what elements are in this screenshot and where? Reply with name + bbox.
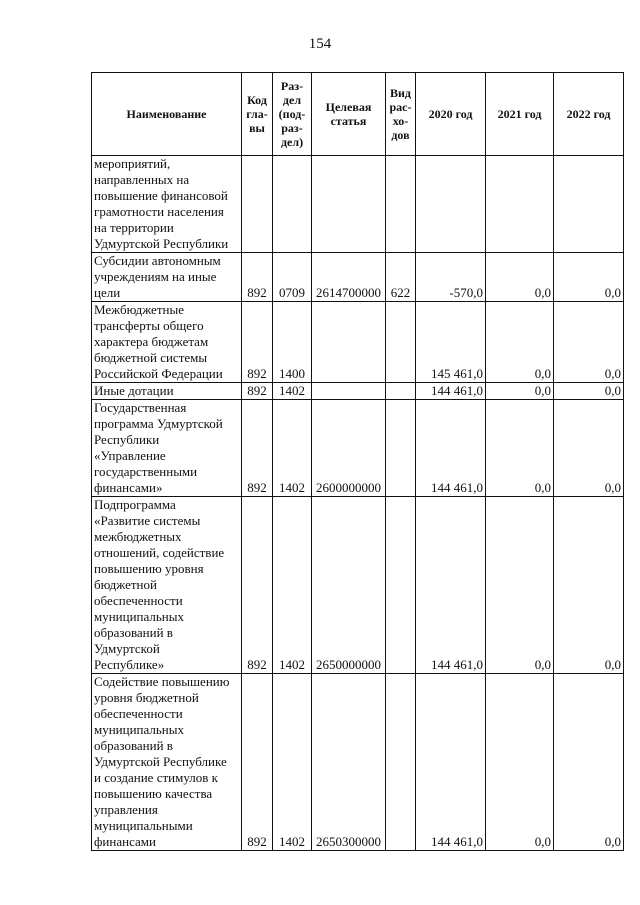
row-2021: 0,0: [486, 383, 554, 400]
table-row: [92, 383, 624, 400]
row-target: [312, 302, 386, 383]
table-row: [92, 400, 624, 497]
row-section: 1400: [273, 302, 312, 383]
row-target: 2614700000: [312, 253, 386, 302]
row-target: [312, 383, 386, 400]
table-row: [92, 253, 624, 302]
row-2022: 0,0: [554, 383, 624, 400]
header-target-article: Целевая статья: [312, 73, 386, 156]
row-name: Подпрограмма «Развитие системы межбюджетных отношений, содействие повышению уровня бюджетной обеспеченности муниципальных образований в Удмуртской Республике»: [92, 497, 242, 674]
row-name: Иные дотации: [92, 383, 242, 400]
row-name: мероприятий, направленных на повышение финансовой грамотности населения на территории Удмуртской Республики: [92, 156, 242, 253]
row-section: 1402: [273, 497, 312, 674]
row-2020: [416, 156, 486, 253]
row-section: 1402: [273, 674, 312, 851]
table-row: [92, 156, 624, 253]
header-year-2020: 2020 год: [416, 73, 486, 156]
row-2022: 0,0: [554, 674, 624, 851]
row-chapter: 892: [242, 383, 273, 400]
row-2020: 144 461,0: [416, 497, 486, 674]
row-2021: 0,0: [486, 497, 554, 674]
row-2021: 0,0: [486, 253, 554, 302]
row-2022: 0,0: [554, 497, 624, 674]
row-2020: 144 461,0: [416, 674, 486, 851]
header-expense-type: Вид рас- хо- дов: [386, 73, 416, 156]
row-2022: [554, 156, 624, 253]
row-expense: [386, 674, 416, 851]
row-2022: 0,0: [554, 400, 624, 497]
row-chapter: 892: [242, 497, 273, 674]
row-expense: [386, 497, 416, 674]
table-row: [92, 302, 624, 383]
row-chapter: 892: [242, 400, 273, 497]
row-section: [273, 156, 312, 253]
row-section: 0709: [273, 253, 312, 302]
row-2020: 144 461,0: [416, 400, 486, 497]
row-target: [312, 156, 386, 253]
row-2020: 145 461,0: [416, 302, 486, 383]
row-name: Содействие повышению уровня бюджетной обеспеченности муниципальных образований в Удмуртской Республике и создание стимулов к повышению качества управления муниципальными финансами: [92, 674, 242, 851]
row-target: 2650300000: [312, 674, 386, 851]
header-section: Раз- дел (под- раз- дел): [273, 73, 312, 156]
row-target: 2650000000: [312, 497, 386, 674]
row-expense: [386, 302, 416, 383]
row-section: 1402: [273, 400, 312, 497]
row-2022: 0,0: [554, 253, 624, 302]
row-chapter: 892: [242, 674, 273, 851]
row-2021: 0,0: [486, 302, 554, 383]
row-target: 2600000000: [312, 400, 386, 497]
row-name: Межбюджетные трансферты общего характера бюджетам бюджетной системы Российской Федерации: [92, 302, 242, 383]
header-chapter-code: Код гла- вы: [242, 73, 273, 156]
row-2021: [486, 156, 554, 253]
row-chapter: 892: [242, 253, 273, 302]
row-expense: [386, 400, 416, 497]
row-name: Субсидии автономным учреждениям на иные цели: [92, 253, 242, 302]
row-expense: 622: [386, 253, 416, 302]
row-chapter: 892: [242, 302, 273, 383]
header-name: Наименование: [92, 73, 242, 156]
header-year-2022: 2022 год: [554, 73, 624, 156]
table-row: [92, 497, 624, 674]
budget-table: [91, 72, 624, 851]
row-2021: 0,0: [486, 674, 554, 851]
row-chapter: [242, 156, 273, 253]
row-2022: 0,0: [554, 302, 624, 383]
row-expense: [386, 156, 416, 253]
row-section: 1402: [273, 383, 312, 400]
row-2020: 144 461,0: [416, 383, 486, 400]
page-number: 154: [308, 36, 332, 52]
header-row: [92, 73, 624, 156]
row-2020: -570,0: [416, 253, 486, 302]
header-year-2021: 2021 год: [486, 73, 554, 156]
row-2021: 0,0: [486, 400, 554, 497]
row-name: Государственная программа Удмуртской Республики «Управление государственными финансами»: [92, 400, 242, 497]
table-row: [92, 674, 624, 851]
row-expense: [386, 383, 416, 400]
